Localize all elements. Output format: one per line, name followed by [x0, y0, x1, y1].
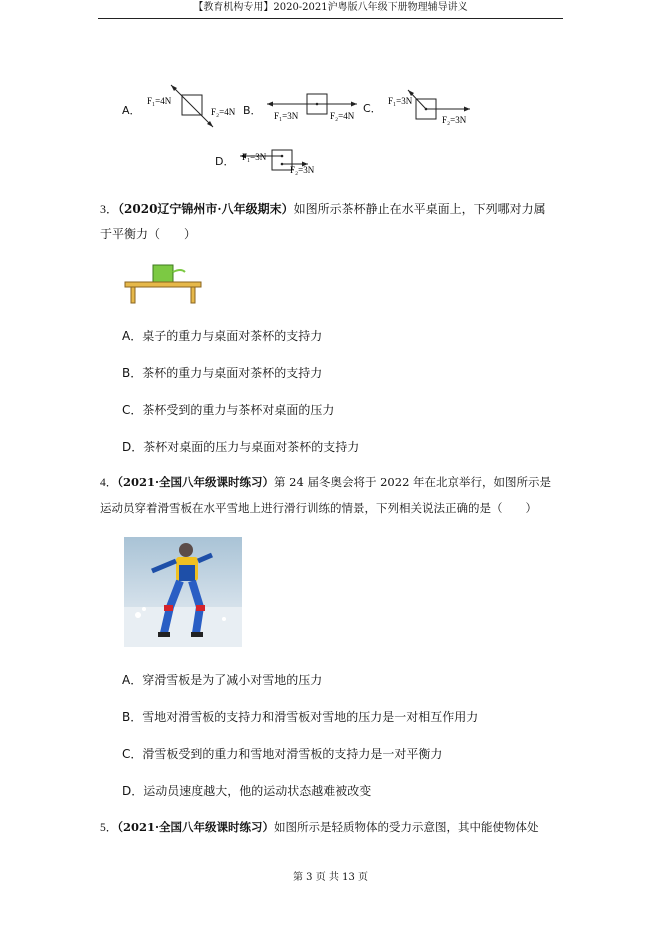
q3-choice-d: D．茶杯对桌面的压力与桌面对茶杯的支持力: [122, 440, 360, 454]
option-letter: B．: [243, 104, 262, 117]
f1-label: F₁=3N: [274, 111, 299, 121]
question-4: [100, 470, 570, 521]
question-source: （2021·全国八年级课时练习）: [117, 475, 275, 489]
f1-label: F₁=3N: [388, 96, 413, 106]
question-source: （2020辽宁锦州市·八年级期末）: [118, 202, 294, 216]
option-letter: D．: [215, 155, 235, 168]
force-diagram-d: [238, 146, 333, 176]
q3-choice-c: C．茶杯受到的重力与茶杯对桌面的压力: [122, 403, 335, 417]
q4-choice-c: C．滑雪板受到的重力和雪地对滑雪板的支持力是一对平衡力: [122, 747, 443, 761]
q4-choice-d: D．运动员速度越大，他的运动状态越难被改变: [122, 784, 372, 798]
option-letter: C．: [363, 102, 382, 115]
q3-choice-a: A．桌子的重力与桌面对茶杯的支持力: [122, 329, 323, 343]
f1-label: F₁=3N: [242, 152, 267, 162]
f2-label: F₂=4N: [330, 111, 355, 121]
question-stem: 第 24 届冬奥会将于 2022 年在北京举行，如图所示是: [274, 475, 552, 489]
question-stem: 如图所示茶杯静止在水平桌面上，下列哪对力属: [293, 202, 546, 216]
question-number: 5．: [100, 822, 118, 834]
q4-choice-b: B．雪地对滑雪板的支持力和滑雪板对雪地的压力是一对相互作用力: [122, 710, 479, 724]
force-diagram-c: [380, 82, 480, 132]
question-number: 3．: [100, 202, 119, 216]
f2-label: F₂=4N: [211, 107, 236, 117]
force-diagram-b: [262, 88, 362, 128]
question-stem: 如图所示是轻质物体的受力示意图，其中能使物体处: [274, 820, 539, 834]
force-diagram-a: [145, 82, 240, 137]
f1-label: F₁=4N: [147, 96, 172, 106]
f2-label: F₂=3N: [290, 165, 315, 175]
q3-choice-b: B．茶杯的重力与桌面对茶杯的支持力: [122, 366, 323, 380]
question-5: [100, 815, 570, 841]
question-stem-line2: 于平衡力（ ）: [100, 227, 197, 241]
q4-choice-a: A．穿滑雪板是为了减小对雪地的压力: [122, 673, 323, 687]
option-letter: A．: [122, 104, 141, 117]
question-number: 4．: [100, 477, 118, 489]
skier-photo: [124, 537, 242, 647]
page-header: 【教育机构专用】2020-2021沪粤版八年级下册物理辅导讲义: [98, 0, 563, 19]
f2-label: F₂=3N: [442, 115, 467, 125]
teacup-on-table-image: [123, 262, 203, 304]
question-3: [100, 197, 570, 247]
question-source: （2021·全国八年级课时练习）: [117, 820, 275, 834]
question-stem-line2: 运动员穿着滑雪板在水平雪地上进行滑行训练的情景，下列相关说法正确的是（ ）: [100, 501, 537, 515]
page-footer: 第 3 页 共 13 页: [293, 872, 368, 883]
